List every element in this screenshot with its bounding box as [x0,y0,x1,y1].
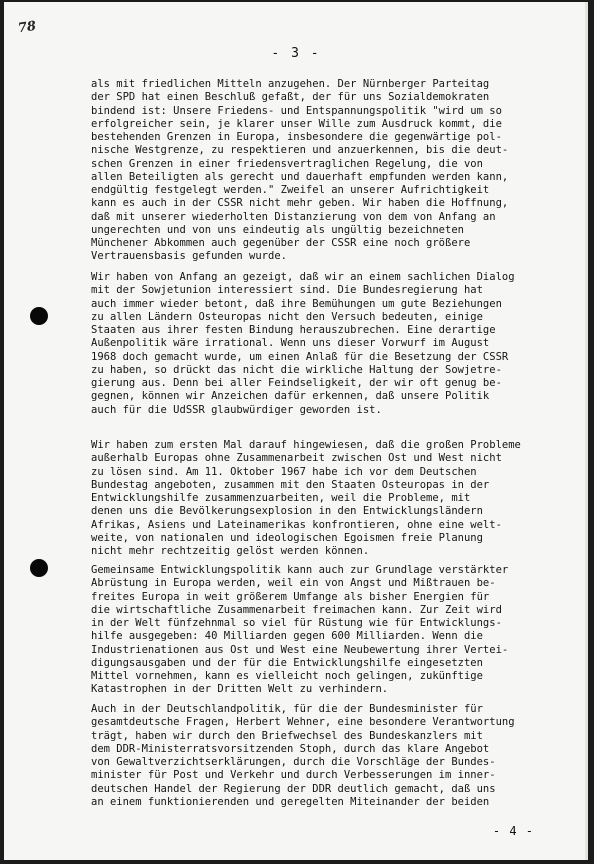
paragraph-3: Wir haben zum ersten Mal darauf hingewiesen, daß die großen Probleme außerhalb Europas ohne Zusammenarbeit zwischen Ost und West nicht zu lösen sind. Am 11. Oktober 1967 habe ich vor dem Deutschen Bundestag angeboten, zusammen mit den Staaten Osteuropas in der Entwicklungshilfe zusammenzuarbeiten, weil die Probleme, mit denen uns die Bevölkerungsexplosion in den Entwicklungsländern Afrikas, Asiens und Lateinamerikas konfrontieren, ohne eine welt- weite, von nationalen und ideologischen Egoismen freie Planung nicht mehr rechtzeitig gelöst werden können. [91,439,521,557]
page-number: - 3 - [271,46,321,61]
page-edge [585,2,588,860]
document-page [4,2,588,860]
paragraph-5: Auch in der Deutschlandpolitik, für die der Bundesminister für gesamtdeutsche Fragen, Herbert Wehner, eine besondere Verantwortung trägt, haben wir durch den Briefwechsel des Bundeskanzlers mit dem DDR-Ministerratsvorsitzenden Stoph, durch das klare Angebot von Gewaltverzichtserklärungen, durch die Vorschläge der Bundes- minister für Post und Verkehr und durch Verbesserungen im inner- deutschen Handel der Regierung der DDR deutlich gemacht, daß uns an einem funktionierenden und geregelten Miteinander der beiden [91,703,515,808]
punch-hole-top [30,307,48,325]
paragraph-1: als mit friedlichen Mitteln anzugehen. Der Nürnberger Parteitag der SPD hat einen Beschluß gefaßt, der für uns Sozialdemokraten bindend ist: Unsere Friedens- und Entspannungspolitik "wird um so erfolgreicher sein, je klarer unser Wille zum Ausdruck kommt, die bestehenden Grenzen in Europa, insbesondere die gegenwärtige pol- nische Westgrenze, zu respektieren und anzuerkennen, bis die deut- schen Grenzen in einer friedensvertraglichen Regelung, die von allen Beteiligten als gerecht und dauerhaft empfunden werden kann, endgültig festgelegt werden." Zweifel an unserer Aufrichtigkeit kann es auch in der CSSR nicht mehr geben. Wir haben die Hoffnung, daß mit unserer wiederholten Distanzierung von dem von Anfang an ungerechten und von uns eindeutig als ungültig bezeichneten Münchener Abkommen auch gegenüber der CSSR eine noch größere Vertrauensbasis gefunden wurde. [91,78,509,263]
next-page-marker: - 4 - [492,824,534,838]
handwritten-corner-mark: 78 [17,18,38,37]
paragraph-4: Gemeinsame Entwicklungspolitik kann auch zur Grundlage verstärkter Abrüstung in Europa werden, weil ein von Angst und Mißtrauen be- freites Europa in weit größerem Umfange als bisher Energien für die wirtschaftliche Zusammenarbeit freimachen kann. Zur Zeit wird in der Welt fünfzehnmal so viel für Rüstung wie für Entwicklungs- hilfe ausgegeben: 40 Milliarden gegen 600 Milliarden. Wenn die Industrienationen aus Ost und West eine Neubewertung ihrer Vertei- digungsausgaben und der für die Entwicklungshilfe eingesetzten Mittel vornehmen, kann es vielleicht noch gelingen, zukünftige Katastrophen in der Dritten Welt zu verhindern. [91,564,509,696]
punch-hole-bottom [30,559,48,577]
paragraph-2: Wir haben von Anfang an gezeigt, daß wir an einem sachlichen Dialog mit der Sowjetunion interessiert sind. Die Bundesregierung hat auch immer wieder betont, daß ihre Bemühungen um gute Beziehungen zu allen Ländern Osteuropas nicht den Versuch bedeuten, einige Staaten aus ihrer festen Bindung herauszubrechen. Eine derartige Außenpolitik wäre irrational. Wenn uns dieser Vorwurf im August 1968 doch gemacht wurde, um einen Anlaß für die Besetzung der CSSR zu haben, so drückt das nicht die wirkliche Haltung der Sowjetre- gierung aus. Denn bei aller Feindseligkeit, der wir oft genug be- gegnen, können wir Anzeichen dafür erkennen, daß unsere Politik auch für die UdSSR glaubwürdiger geworden ist. [91,271,515,416]
